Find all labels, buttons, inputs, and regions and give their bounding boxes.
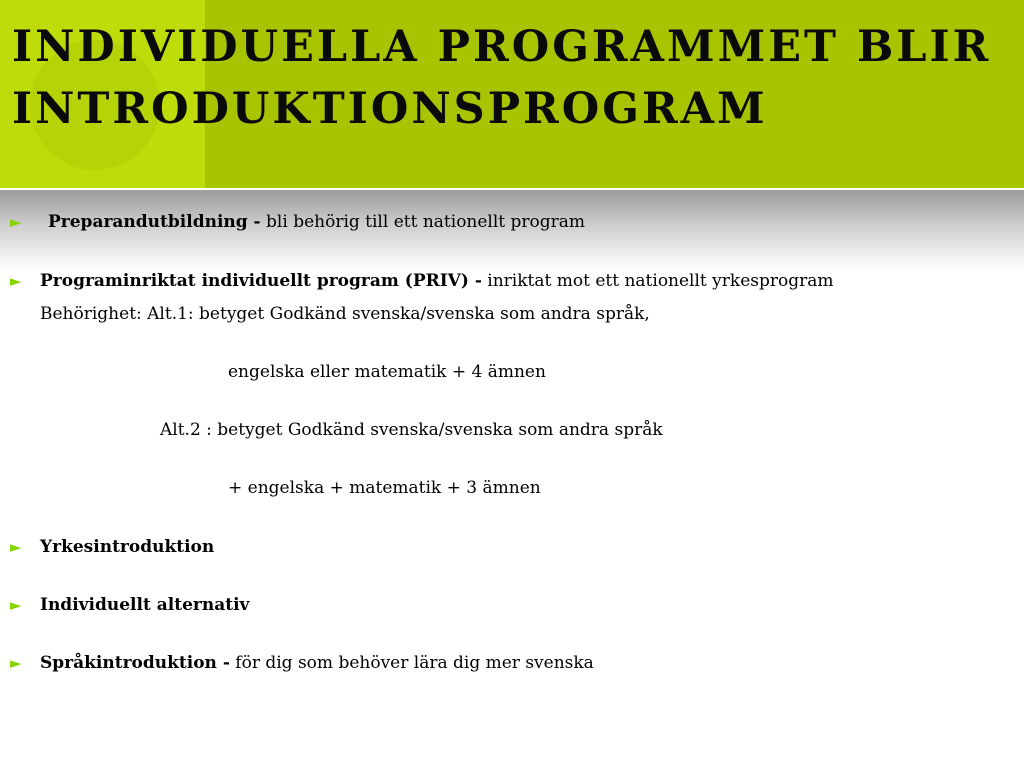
item-heading: Språkintroduktion - [40, 653, 230, 673]
list-item-yrkesintroduktion [40, 535, 214, 559]
bullet-arrow-icon: ► [10, 596, 22, 614]
bullet-arrow-icon: ► [10, 213, 22, 231]
item-description: inriktat mot ett nationellt yrkesprogram [481, 271, 834, 291]
priv-requirement-alt2: Alt.2 : betyget Godkänd svenska/svenska som andra språk [160, 420, 663, 440]
priv-requirement-alt1-continued: engelska eller matematik + 4 ämnen [228, 362, 546, 382]
list-item-sprakintroduktion [40, 651, 594, 675]
priv-requirement-alt1: Behörighet: Alt.1: betyget Godkänd svenska/svenska som andra språk, [40, 304, 650, 324]
bullet-arrow-icon: ► [10, 654, 22, 672]
list-item-preparandutbildning [48, 210, 585, 234]
item-description: för dig som behöver lära dig mer svenska [229, 653, 594, 673]
slide-title: INDIVIDUELLA PROGRAMMET BLIR INTRODUKTIONSPROGRAM [12, 22, 992, 134]
item-heading: Yrkesintroduktion [40, 537, 215, 557]
bullet-arrow-icon: ► [10, 538, 22, 556]
item-heading: Programinriktat individuellt program (PRIV) - [40, 271, 482, 291]
item-description: bli behörig till ett nationellt program [260, 212, 586, 232]
bullet-arrow-icon: ► [10, 272, 22, 290]
item-heading: Preparandutbildning - [48, 212, 261, 232]
priv-requirement-alt2-continued: + engelska + matematik + 3 ämnen [228, 478, 541, 498]
item-heading: Individuellt alternativ [40, 595, 250, 615]
list-item-individuellt-alternativ [40, 593, 249, 617]
list-item-priv [40, 269, 834, 293]
